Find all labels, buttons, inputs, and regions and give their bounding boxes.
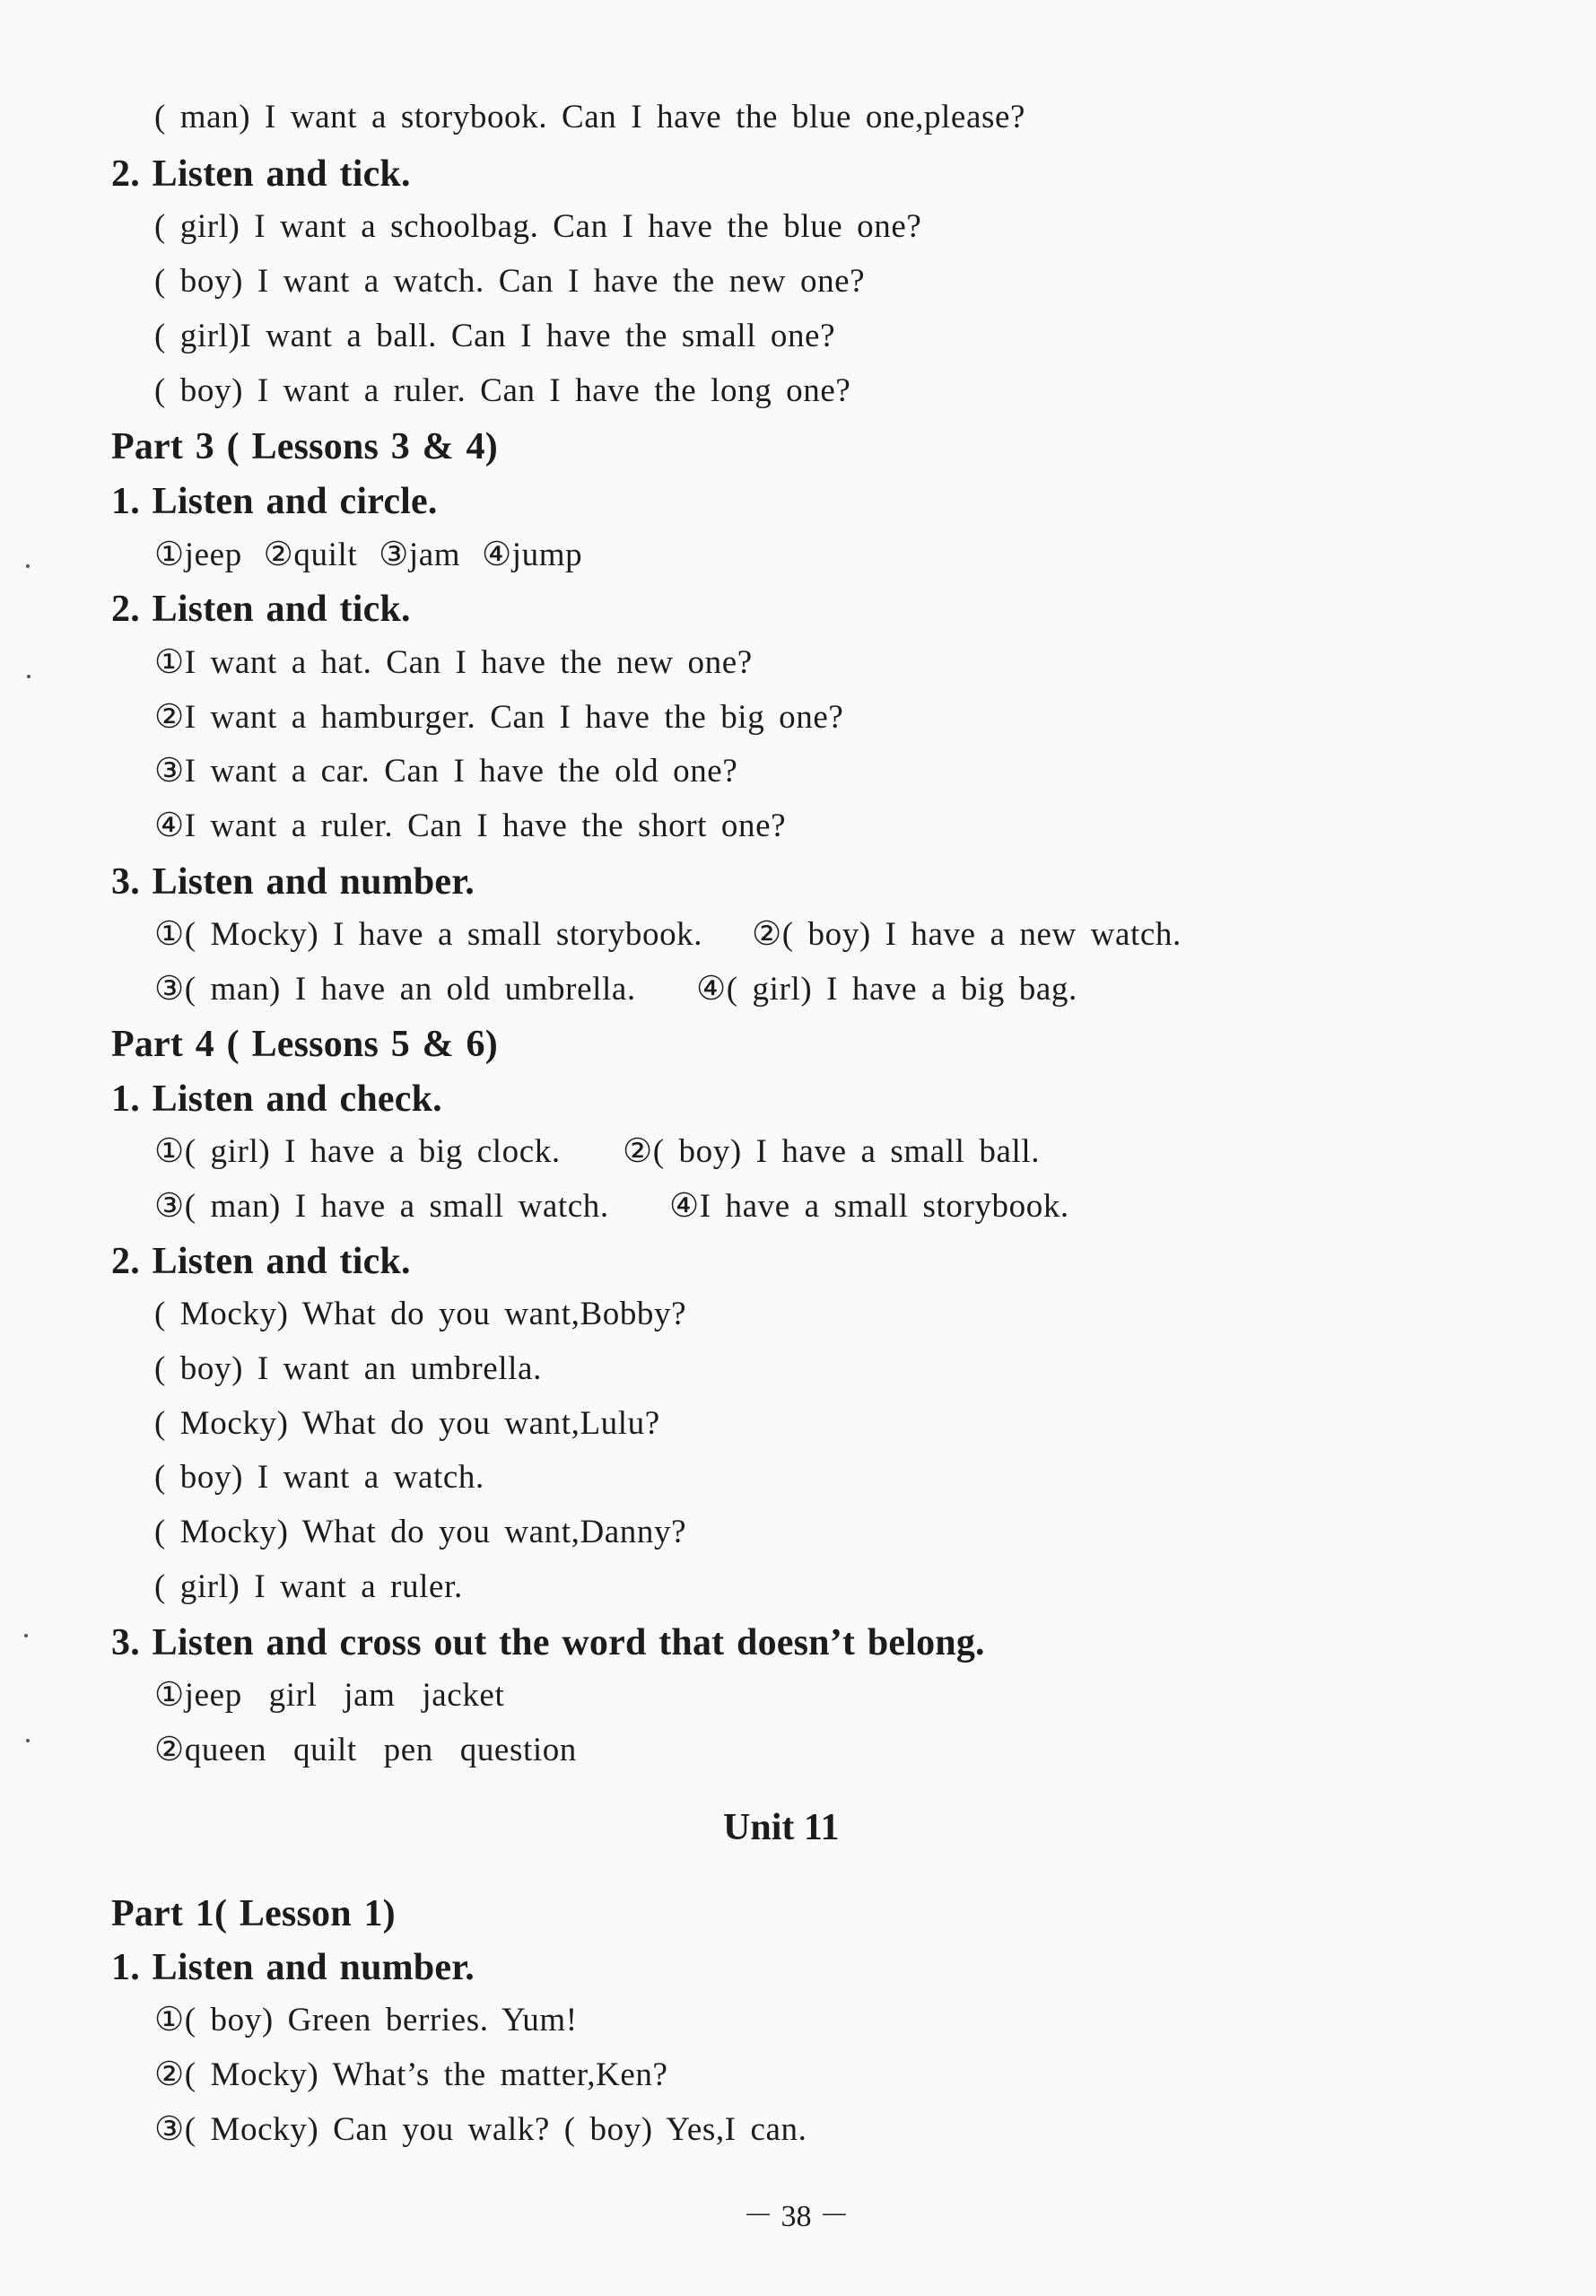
dialogue-line: ( man) I want a storybook. Can I have the blue one,please?	[154, 99, 1026, 135]
dialogue-line: ( girl) I want a schoolbag. Can I have the blue one?	[154, 208, 922, 245]
scan-speck	[27, 675, 31, 678]
dialogue-line: ( boy) I want a watch. Can I have the new one?	[154, 263, 866, 300]
dialogue-line: ( girl) I want a ruler.	[154, 1568, 463, 1605]
dialogue-line: ①( boy) Green berries. Yum!	[154, 2002, 578, 2038]
dialogue-line: ①( girl) I have a big clock.	[154, 1133, 561, 1170]
exercise-heading: 2. Listen and tick.	[111, 153, 411, 195]
unit-title: Unit 11	[723, 1807, 840, 1848]
exercise-heading: 2. Listen and tick.	[111, 1241, 411, 1282]
dialogue-line: ( Mocky) What do you want,Lulu?	[154, 1405, 660, 1442]
exercise-heading: 3. Listen and cross out the word that doesn’t belong.	[111, 1622, 985, 1663]
dialogue-line: ③( man) I have an old umbrella.	[154, 971, 636, 1008]
dialogue-line: ④( girl) I have a big bag.	[696, 971, 1077, 1008]
exercise-heading: 2. Listen and tick.	[111, 589, 411, 630]
dialogue-line: ( boy) I want an umbrella.	[154, 1350, 542, 1387]
word-list: ①jeep ②quilt ③jam ④jump	[154, 537, 583, 573]
exercise-heading: 3. Listen and number.	[111, 861, 475, 903]
exercise-heading: 1. Listen and number.	[111, 1947, 475, 1988]
dialogue-line: ④I have a small storybook.	[669, 1188, 1069, 1225]
scan-speck	[24, 1634, 28, 1637]
dialogue-line: ③I want a car. Can I have the old one?	[154, 753, 738, 790]
scan-speck	[26, 1739, 30, 1742]
dialogue-line: ②( Mocky) What’s the matter,Ken?	[154, 2056, 668, 2093]
page-number: － 38 －	[743, 2200, 850, 2233]
dialogue-line: ②I want a hamburger. Can I have the big one?	[154, 699, 844, 736]
word-list: ②queen quilt pen question	[154, 1732, 577, 1768]
part-heading: Part 3 ( Lessons 3 & 4)	[111, 426, 498, 467]
dialogue-line: ( girl)I want a ball. Can I have the small one?	[154, 318, 836, 354]
dialogue-line: ( boy) I want a watch.	[154, 1459, 484, 1496]
part-heading: Part 1( Lesson 1)	[111, 1893, 396, 1934]
dialogue-line: ( Mocky) What do you want,Bobby?	[154, 1296, 687, 1332]
word-list: ①jeep girl jam jacket	[154, 1677, 505, 1714]
exercise-heading: 1. Listen and circle.	[111, 481, 438, 522]
dialogue-line: ①( Mocky) I have a small storybook.	[154, 916, 703, 953]
dialogue-line: ②( boy) I have a small ball.	[623, 1133, 1041, 1170]
dialogue-line: ④I want a ruler. Can I have the short one?	[154, 808, 787, 844]
dialogue-line: ③( Mocky) Can you walk? ( boy) Yes,I can.	[154, 2111, 807, 2148]
dialogue-line: ( boy) I want a ruler. Can I have the long one?	[154, 372, 851, 409]
dialogue-line: ①I want a hat. Can I have the new one?	[154, 644, 753, 681]
dialogue-line: ( Mocky) What do you want,Danny?	[154, 1514, 687, 1550]
dialogue-line: ②( boy) I have a new watch.	[752, 916, 1182, 953]
exercise-heading: 1. Listen and check.	[111, 1078, 442, 1120]
scan-speck	[26, 564, 30, 568]
part-heading: Part 4 ( Lessons 5 & 6)	[111, 1024, 498, 1065]
dialogue-line: ③( man) I have a small watch.	[154, 1188, 609, 1225]
